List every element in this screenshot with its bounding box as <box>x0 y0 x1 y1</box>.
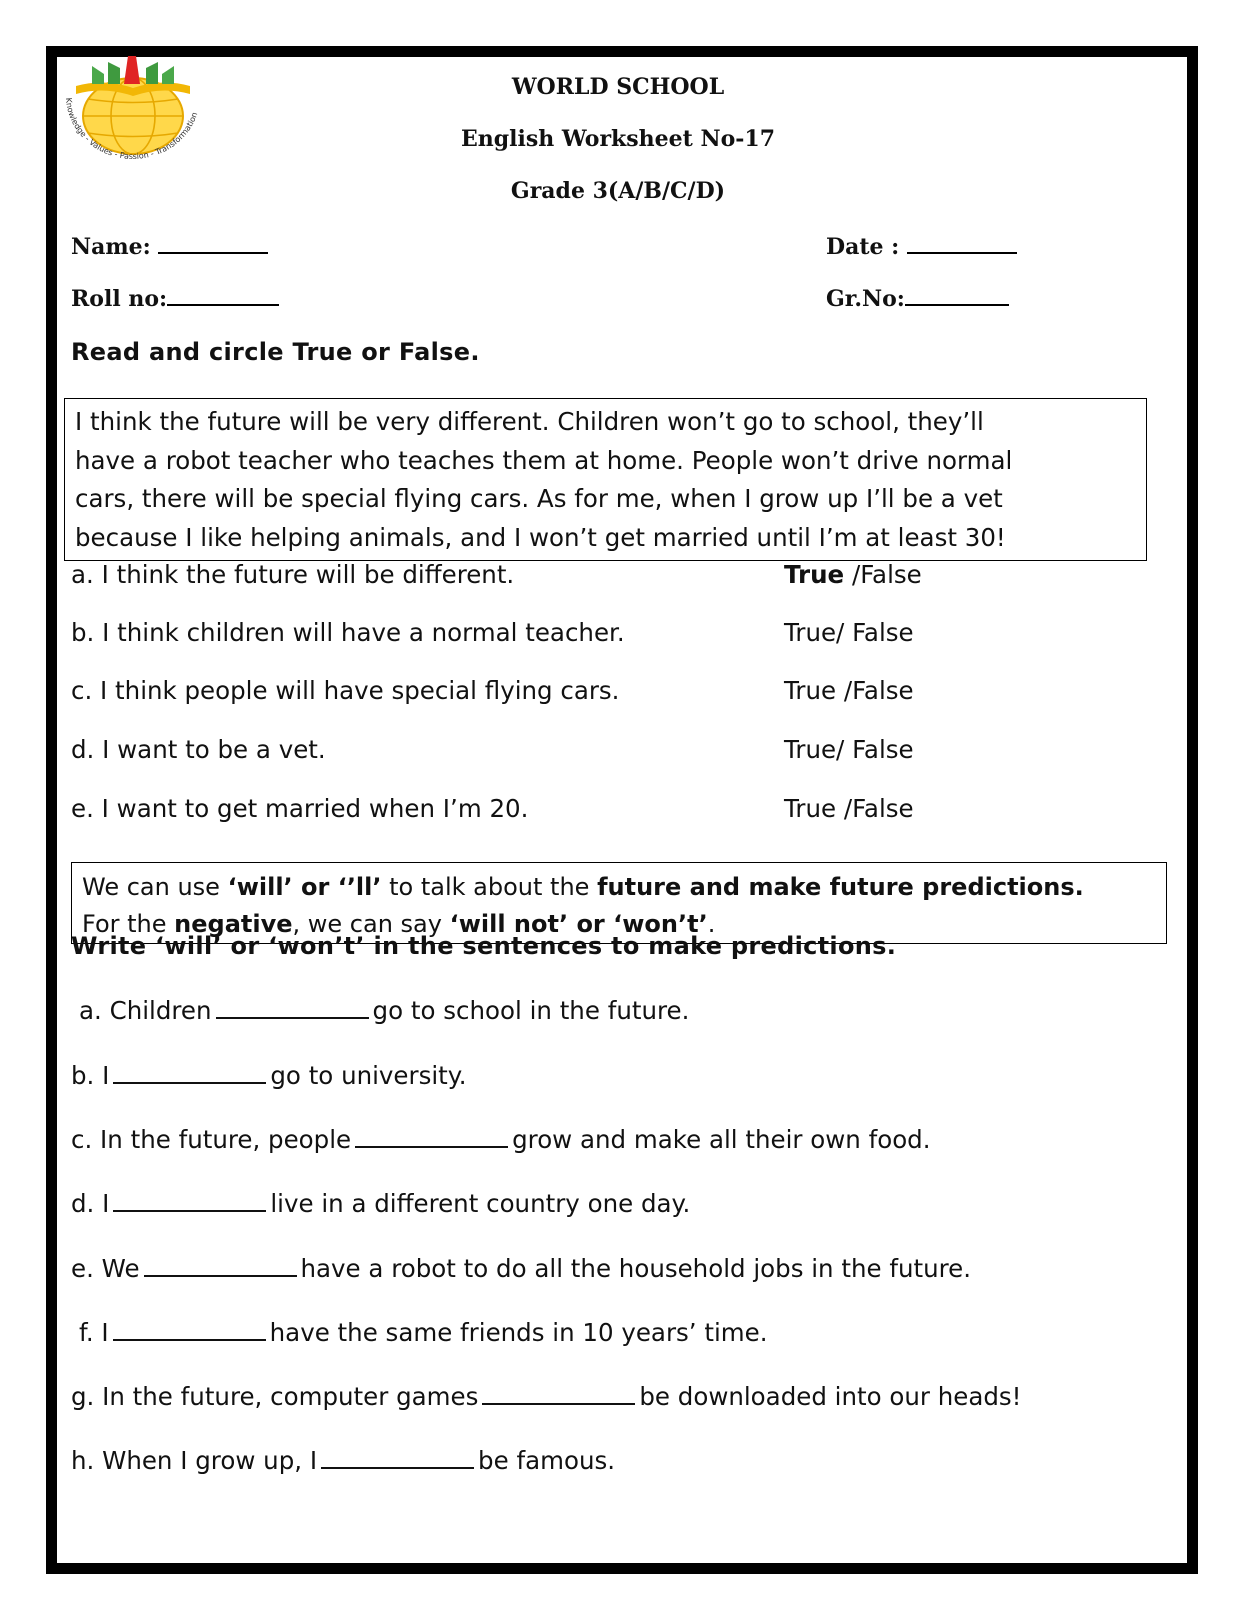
choice-false[interactable]: False <box>852 618 914 647</box>
grammar-text: We can use <box>82 873 228 901</box>
grammar-text: to talk about the <box>381 873 598 901</box>
choice-c[interactable] <box>784 676 914 705</box>
choice-e[interactable] <box>784 794 914 823</box>
fill-after: go to university. <box>270 1061 467 1090</box>
fill-item-b <box>71 1060 467 1090</box>
choice-sep: / <box>836 618 853 647</box>
grammar-bold: negative <box>174 910 293 938</box>
choice-false[interactable]: False <box>860 560 922 589</box>
grammar-line-1 <box>82 869 1156 906</box>
answer-blank[interactable] <box>321 1445 474 1469</box>
choice-true[interactable]: True <box>784 676 837 705</box>
school-name: WORLD SCHOOL <box>511 74 725 100</box>
date-field[interactable] <box>826 232 1017 260</box>
answer-blank[interactable] <box>113 1317 266 1341</box>
grno-field[interactable] <box>826 284 1009 312</box>
grammar-bold: future and make future predictions. <box>597 873 1084 901</box>
answer-blank[interactable] <box>355 1124 508 1148</box>
fill-before: e. We <box>71 1254 140 1283</box>
passage-line: because I like helping animals, and I won’t get married until I’m at least 30! <box>75 522 1006 552</box>
grade-label: Grade 3(A/B/C/D) <box>510 178 726 204</box>
name-field[interactable] <box>71 232 268 260</box>
passage-line: cars, there will be special flying cars. As for me, when I grow up I’ll be a vet <box>75 484 1003 513</box>
reading-passage <box>64 398 1147 561</box>
answer-blank[interactable] <box>216 995 369 1019</box>
passage-line: have a robot teacher who teaches them at home. People won’t drive normal <box>75 445 1013 475</box>
fill-before: f. I <box>79 1318 109 1347</box>
section1-heading: Read and circle True or False. <box>71 338 480 366</box>
fill-after: have a robot to do all the household jobs in the future. <box>300 1254 972 1283</box>
fill-after: have the same friends in 10 years’ time. <box>269 1318 768 1347</box>
choice-false[interactable]: False <box>852 676 914 705</box>
name-blank[interactable] <box>158 232 268 254</box>
roll-field[interactable] <box>71 284 279 312</box>
fill-after: be downloaded into our heads! <box>639 1382 1022 1411</box>
section2-heading: Write ‘will’ or ‘won’t’ in the sentences to make predictions. <box>71 932 897 960</box>
grammar-text: For the <box>82 910 175 938</box>
choice-true[interactable]: True <box>784 794 837 823</box>
choice-sep: / <box>836 676 853 705</box>
fill-item-e <box>71 1253 971 1283</box>
fill-item-f <box>79 1317 768 1347</box>
logo-motto: Knowledge - Values - Passion - Transformation <box>63 97 200 161</box>
statement-a: a. I think the future will be different. <box>71 560 515 589</box>
choice-sep: / <box>844 560 861 589</box>
answer-blank[interactable] <box>113 1188 266 1212</box>
roll-label: Roll no: <box>71 286 168 312</box>
date-blank[interactable] <box>907 232 1017 254</box>
choice-true[interactable]: True <box>784 735 837 764</box>
statement-b: b. I think children will have a normal teacher. <box>71 618 625 647</box>
grammar-text: . <box>707 910 716 938</box>
fill-before: a. Children <box>79 996 212 1025</box>
statement-d: d. I want to be a vet. <box>71 735 326 764</box>
worksheet-title: English Worksheet No-17 <box>460 126 776 152</box>
choice-d[interactable] <box>784 735 914 764</box>
fill-after: grow and make all their own food. <box>512 1125 931 1154</box>
choice-true[interactable]: True <box>784 560 845 589</box>
choice-sep: / <box>836 735 853 764</box>
grammar-bold: ‘will’ or ‘’ll’ <box>227 873 382 901</box>
choice-b[interactable] <box>784 618 914 647</box>
fill-before: g. In the future, computer games <box>71 1382 479 1411</box>
passage-line: I think the future will be very different. Children won’t go to school, they’ll <box>75 407 984 436</box>
fill-item-d <box>71 1188 690 1218</box>
date-label: Date : <box>826 234 900 260</box>
fill-before: b. I <box>71 1061 110 1090</box>
fill-before: d. I <box>71 1189 110 1218</box>
grno-blank[interactable] <box>905 284 1009 306</box>
choice-false[interactable]: False <box>852 794 914 823</box>
answer-blank[interactable] <box>113 1060 266 1084</box>
fill-item-g <box>71 1381 1022 1411</box>
statement-e: e. I want to get married when I’m 20. <box>71 794 529 823</box>
grno-label: Gr.No: <box>826 286 905 312</box>
fill-item-a <box>79 995 689 1025</box>
fill-after: go to school in the future. <box>372 996 690 1025</box>
fill-after: live in a different country one day. <box>270 1189 691 1218</box>
answer-blank[interactable] <box>482 1381 635 1405</box>
grammar-text: , we can say <box>292 910 450 938</box>
choice-false[interactable]: False <box>852 735 914 764</box>
fill-after: be famous. <box>478 1446 616 1475</box>
fill-item-h <box>71 1445 615 1475</box>
fill-before: c. In the future, people <box>71 1125 352 1154</box>
statement-c: c. I think people will have special flying cars. <box>71 676 620 705</box>
name-label: Name: <box>71 234 151 260</box>
choice-true[interactable]: True <box>784 618 837 647</box>
grammar-bold: ‘will not’ or ‘won’t’ <box>449 910 708 938</box>
fill-item-c <box>71 1124 931 1154</box>
fill-before: h. When I grow up, I <box>71 1446 318 1475</box>
answer-blank[interactable] <box>144 1253 297 1277</box>
choice-a[interactable] <box>784 560 922 589</box>
choice-sep: / <box>836 794 853 823</box>
roll-blank[interactable] <box>167 284 279 306</box>
